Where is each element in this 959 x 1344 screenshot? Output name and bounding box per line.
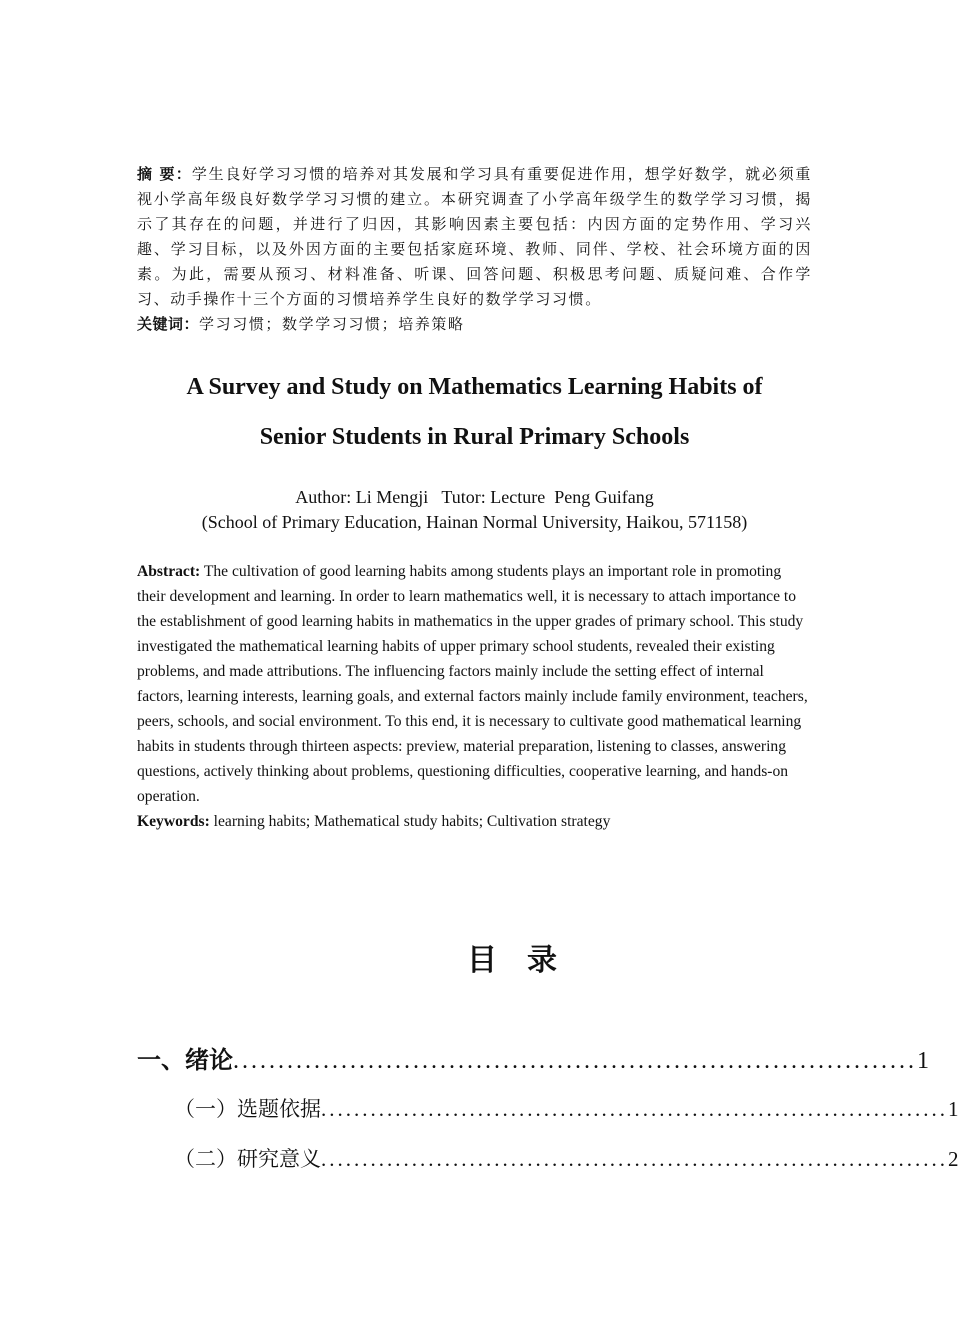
toc-dot-leader: ............................................................................ — [321, 1147, 948, 1171]
toc-entry-label: 一、绪论 — [137, 1046, 233, 1074]
chinese-keywords-label: 关键词： — [137, 315, 200, 333]
chinese-abstract-label: 摘 要： — [137, 165, 192, 183]
english-abstract-label: Abstract: — [137, 563, 201, 580]
school-affiliation: (School of Primary Education, Hainan Normal University, Haikou, 571158) — [201, 512, 748, 532]
english-abstract-text: The cultivation of good learning habits among students plays an important role in promoting their development and learning. In order to learn mathematics well, it is necessary to attach importance to the establishment of good learning habits in mathematics in the upper grades of primary school. This study investigated the mathematical learning habits of upper primary school students, revealed their existing problems, and made attributions. The influencing factors mainly include the setting effect of internal factors, learning interests, learning goals, and external factors mainly include family environment, teachers, peers, schools, and social environment. To this end, it is necessary to cultivate good mathematical learning habits in students through thirteen aspects: preview, material preparation, listening to classes, answering questions, actively thinking about problems, questioning difficulties, cooperative learning, and hands-on operation. — [137, 563, 808, 805]
toc-entry-label: （二）研究意义 — [174, 1147, 321, 1171]
toc-page-number: 1 — [948, 1097, 959, 1121]
english-title — [117, 362, 832, 462]
english-keywords — [137, 809, 812, 834]
toc-title: 目录 — [467, 943, 587, 978]
toc-entry[interactable] — [174, 1092, 959, 1126]
chinese-keywords — [137, 312, 812, 337]
toc-page-number: 2 — [948, 1147, 959, 1171]
toc-dot-leader: ............................................................................ — [321, 1097, 948, 1121]
toc-page-number: 1 — [917, 1048, 929, 1074]
toc-dot-leader: ............................................................................ — [233, 1048, 917, 1074]
chinese-keywords-text: 学习习惯；数学学习习惯；培养策略 — [199, 315, 465, 333]
english-title-line-1: A Survey and Study on Mathematics Learning Habits of — [186, 374, 763, 400]
chinese-abstract-text: 学生良好学习习惯的培养对其发展和学习具有重要促进作用，想学好数学，就必须重视小学高年级良好数学学习习惯的建立。本研究调查了小学高年级学生的数学学习习惯，揭示了其存在的问题，并进行了归因，其影响因素主要包括：内因方面的定势作用、学习兴趣、学习目标，以及外因方面的主要包括家庭环境、教师、同伴、学校、社会环境方面的因素。为此，需要从预习、材料准备、听课、回答问题、积极思考问题、质疑问难、合作学习、动手操作十三个方面的习惯培养学生良好的数学学习习惯。 — [137, 165, 812, 308]
toc-entry[interactable] — [174, 1142, 959, 1176]
english-keywords-label: Keywords: — [137, 813, 210, 830]
author-line: Author: Li Mengji Tutor: Lecture Peng Guifang — [295, 487, 654, 507]
english-keywords-text: learning habits; Mathematical study habits; Cultivation strategy — [213, 813, 611, 830]
chinese-abstract — [137, 162, 812, 312]
english-title-line-2: Senior Students in Rural Primary Schools — [259, 424, 690, 450]
english-abstract — [137, 559, 812, 809]
toc-entry[interactable] — [137, 1040, 929, 1081]
toc-entry-label: （一）选题依据 — [174, 1097, 321, 1121]
